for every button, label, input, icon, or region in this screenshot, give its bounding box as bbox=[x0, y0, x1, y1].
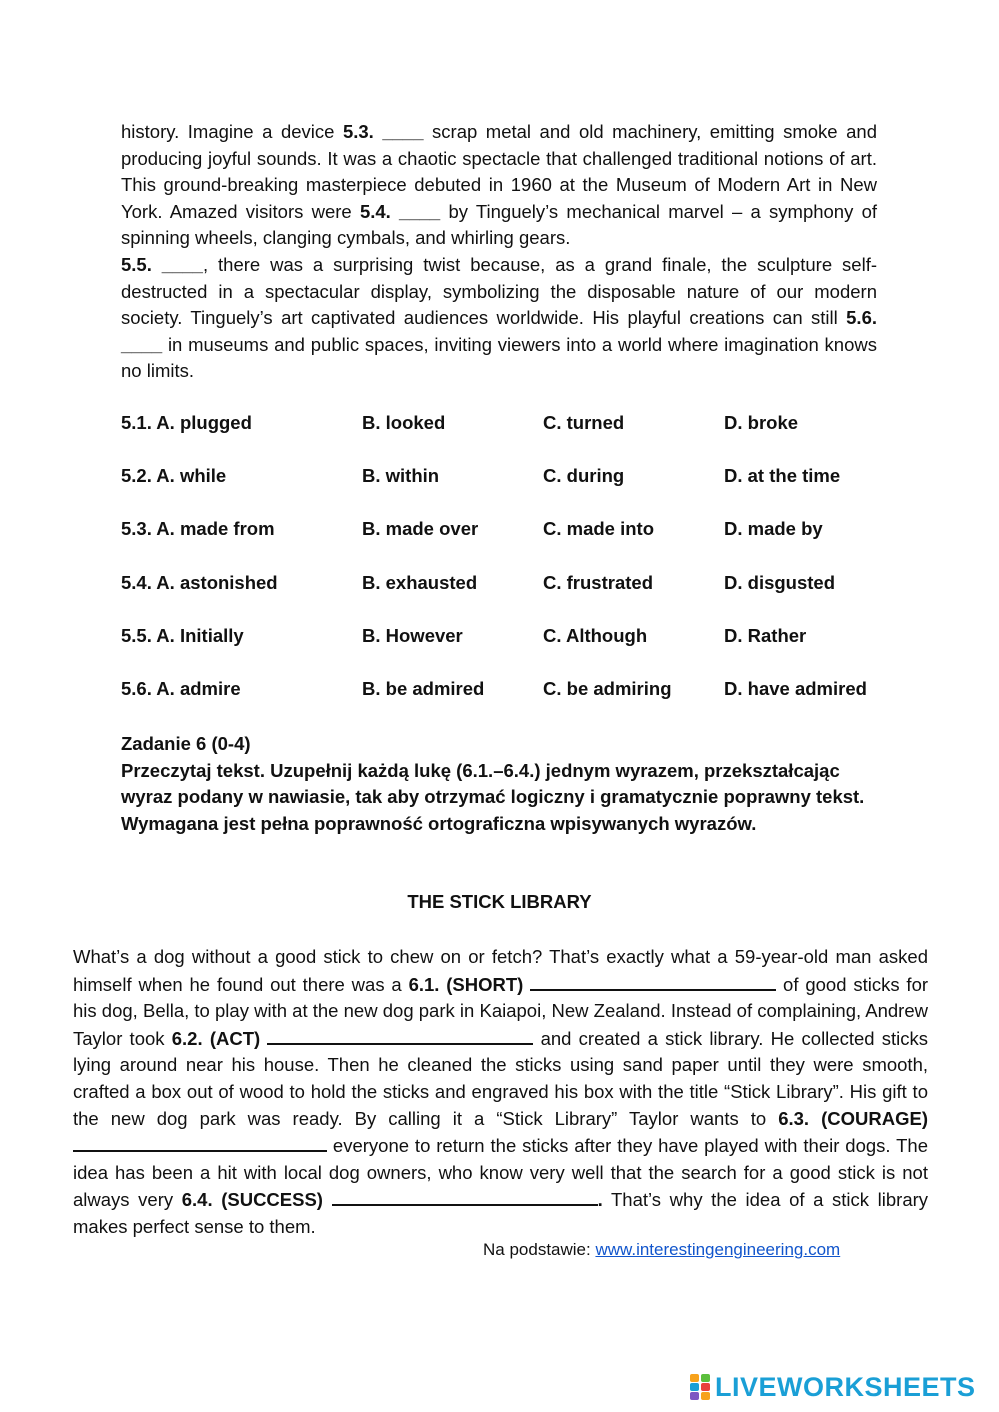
gap-5-6: 5.6. ____ bbox=[121, 307, 877, 355]
text: scrap metal and old machinery, emitting smoke and producing joyful sounds. It was a chaotic spectacle that challenged traditional notions of art. This ground-breaking masterpiece debuted in 1960 at the Museum of Modern Art in New York. Amazed visitors were bbox=[121, 121, 877, 222]
source-label: Na podstawie: bbox=[483, 1240, 596, 1259]
gap-6-1-blank[interactable] bbox=[530, 971, 776, 991]
gap-6-4-label: 6.4. (SUCCESS) bbox=[181, 1189, 323, 1211]
text: , there was a surprising twist because, as a grand finale, the sculpture self-destructed in a spectacular display, symbolizing the disposable nature of our modern society. Tinguely’s art captivated audiences worldwide. His playful creations can still bbox=[121, 254, 878, 329]
option-a[interactable]: 5.5. A. Initially bbox=[121, 624, 244, 646]
text: What’s a dog without a good stick to chew on or fetch? That’s exactly what a 59-year-old man asked himself when he found out there was a bbox=[73, 946, 928, 995]
text: everyone to return the sticks after they have played with their dogs. The idea has been a hit with local dog owners, who know very well that the search for a good stick is not always very bbox=[73, 1135, 928, 1211]
option-c[interactable]: C. during bbox=[543, 465, 625, 487]
option-a[interactable]: 5.1. A. plugged bbox=[121, 412, 252, 433]
liveworksheets-mark-icon bbox=[690, 1374, 712, 1400]
option-b[interactable]: B. looked bbox=[362, 412, 446, 433]
gap-6-4-blank[interactable] bbox=[332, 1186, 598, 1206]
source-citation bbox=[483, 1237, 840, 1263]
options-row-5-3 bbox=[121, 518, 901, 571]
option-d[interactable]: D. broke bbox=[724, 412, 799, 433]
option-c[interactable]: C. turned bbox=[543, 412, 625, 433]
gap-6-1-label: 6.1. (SHORT) bbox=[408, 973, 524, 995]
gap-5-3: 5.3. ____ bbox=[342, 121, 424, 142]
option-c[interactable]: C. frustrated bbox=[543, 571, 653, 593]
options-row-5-6 bbox=[121, 678, 901, 731]
task-6-header bbox=[121, 731, 891, 837]
text: That’s why the idea of a stick library makes perfect sense to them. bbox=[73, 1189, 929, 1237]
story-paragraph bbox=[73, 944, 928, 1241]
option-d[interactable]: D. Rather bbox=[724, 624, 807, 646]
option-b[interactable]: B. However bbox=[362, 624, 463, 646]
gap-5-4: 5.4. ____ bbox=[359, 200, 441, 222]
option-d[interactable]: D. at the time bbox=[724, 465, 841, 487]
option-a[interactable]: 5.6. A. admire bbox=[121, 677, 241, 699]
option-b[interactable]: B. made over bbox=[362, 518, 479, 540]
options-row-5-2 bbox=[121, 465, 901, 518]
gap-6-3-label: 6.3. (COURAGE) bbox=[778, 1107, 928, 1129]
passage-5-paragraph-2 bbox=[121, 252, 877, 385]
option-b[interactable]: B. exhausted bbox=[362, 571, 478, 593]
task-instruction: Przeczytaj tekst. Uzupełnij każdą lukę (6.1.–6.4.) jednym wyrazem, przekształcając wyraz podany w nawiasie, tak aby otrzymać logiczny i gramatycznie poprawny tekst. Wymagana jest pełna poprawność ortograficzna wpisywanych wyrazów. bbox=[121, 759, 865, 834]
option-d[interactable]: D. made by bbox=[724, 518, 823, 540]
answer-options-table bbox=[121, 412, 901, 731]
gap-6-3-blank[interactable] bbox=[73, 1132, 327, 1152]
option-a[interactable]: 5.4. A. astonished bbox=[121, 571, 278, 593]
task-heading: Zadanie 6 (0-4) bbox=[121, 733, 251, 754]
option-c[interactable]: C. be admiring bbox=[543, 677, 672, 699]
gap-6-2-blank[interactable] bbox=[267, 1025, 533, 1045]
text: in museums and public spaces, inviting viewers into a world where imagination knows no limits. bbox=[121, 333, 877, 382]
gap-5-5: 5.5. ____ bbox=[121, 254, 203, 275]
gap-6-2-label: 6.2. (ACT) bbox=[171, 1027, 261, 1049]
option-b[interactable]: B. be admired bbox=[362, 677, 485, 699]
liveworksheets-logo bbox=[690, 1372, 976, 1402]
option-d[interactable]: D. disgusted bbox=[724, 571, 836, 593]
option-a[interactable]: 5.3. A. made from bbox=[121, 518, 275, 540]
option-b[interactable]: B. within bbox=[362, 465, 440, 487]
story-title: THE STICK LIBRARY bbox=[407, 891, 592, 912]
logo-text: LIVEWORKSHEETS bbox=[715, 1371, 976, 1402]
option-c[interactable]: C. Although bbox=[543, 624, 648, 646]
option-a[interactable]: 5.2. A. while bbox=[121, 465, 227, 487]
option-d[interactable]: D. have admired bbox=[724, 677, 867, 699]
options-row-5-5 bbox=[121, 625, 901, 678]
text: history. Imagine a device bbox=[121, 121, 343, 142]
passage-5-paragraph-1 bbox=[121, 119, 877, 252]
text: and created a stick library. He collected sticks lying around near his house. Then he cleaned the sticks using sand paper until they were smooth, crafted a box out of wood to hold the sticks and engraved his box with the title “Stick Library”. His gift to the new dog park was ready. By calling it a “Stick Library” Taylor wants to bbox=[73, 1027, 929, 1129]
option-c[interactable]: C. made into bbox=[543, 518, 655, 540]
options-row-5-4 bbox=[121, 572, 901, 625]
source-link[interactable]: www.interestingengineering.com bbox=[595, 1240, 841, 1259]
text: by Tinguely’s mechanical marvel – a symphony of spinning wheels, clanging cymbals, and whirling gears. bbox=[121, 200, 878, 249]
options-row-5-1 bbox=[121, 412, 901, 465]
text: of good sticks for his dog, Bella, to play with at the new dog park in Kaiapoi, New Zealand. Instead of complaining, Andrew Taylor took bbox=[73, 973, 929, 1049]
period: . bbox=[597, 1189, 603, 1211]
